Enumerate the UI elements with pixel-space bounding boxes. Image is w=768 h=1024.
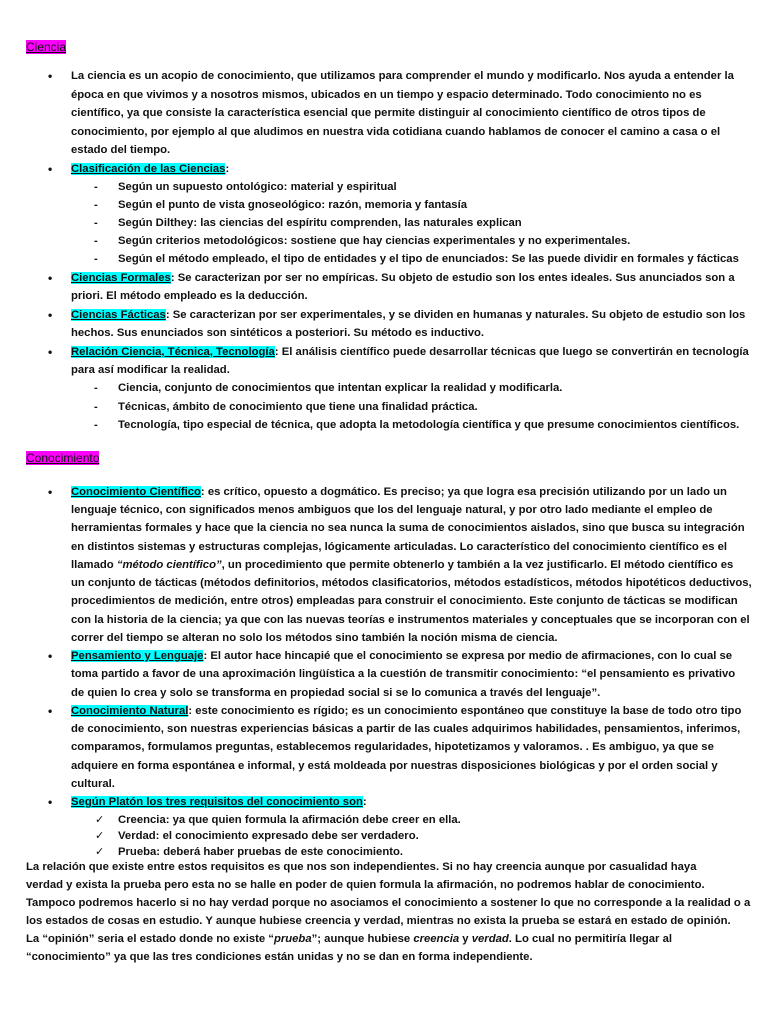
dash-item: Según Dilthey: las ciencias del espíritu comprenden, las naturales explican	[118, 217, 522, 229]
closing-line: los estados de cosas en estudio. Y aunque hubiese creencia y verdad, mientras no exista la prueba se estará en estado de opinión.	[26, 915, 731, 927]
check-item: Creencia: ya que quien formula la afirmación debe creer en ella.	[118, 814, 461, 826]
paragraph-line: correr del tiempo se alteran no solo los métodos sino también la noción misma de ciencia.	[71, 632, 558, 644]
paragraph-line: priori. El método empleado es la deducción.	[71, 290, 308, 302]
bullet-line-cientifico: Conocimiento Científico: es crítico, opuesto a dogmático. Es preciso; ya que logra esa precisión utilizando por un lado un	[71, 486, 727, 498]
paragraph-line: con la historia de la ciencia; ya que con las nuevas teorías e instrumentos materiales y conceptuales que se incorporan con el	[71, 614, 750, 626]
paragraph-line: llamado “método científico”, un procedimiento que permite obtenerlo y también a la vez justificarlo. El método científico es	[71, 559, 734, 571]
paragraph-line: estado del tiempo.	[71, 144, 171, 156]
paragraph-line: un conjunto de tácticas (métodos definitorios, métodos clasificatorios, métodos estadísticos, métodos hipotéticos deductivos,	[71, 577, 752, 589]
dash-icon: -	[94, 217, 98, 229]
closing-line: La relación que existe entre estos requisitos es que nos son independientes. Si no hay creencia aunque por casualidad haya	[26, 861, 697, 873]
paragraph-line: de quien lo crea y solo se transforma en propiedad social si se lo comunica a través del lenguaje”.	[71, 687, 601, 699]
paragraph-line: científico, ya que consiste la característica esencial que permite distinguir al conocimiento científico de otros tipos de	[71, 107, 706, 119]
dash-icon: -	[94, 253, 98, 265]
bullet-line-formales: Ciencias Formales: Se caracterizan por ser no empíricas. Su objeto de estudio son los entes ideales. Sus anunciados son a	[71, 272, 735, 284]
dash-icon: -	[94, 401, 98, 413]
bullet-icon: •	[48, 704, 53, 718]
closing-line: La “opinión” seria el estado donde no existe “prueba”; aunque hubiese creencia y verdad. Lo cual no permitiría llegar al	[26, 933, 673, 945]
dash-icon: -	[94, 419, 98, 431]
checkmark-icon: ✓	[95, 814, 105, 826]
bullet-line-facticas: Ciencias Fácticas: Se caracterizan por ser experimentales, y se dividen en humanas y naturales. Su objeto de estudio son los	[71, 309, 746, 321]
paragraph-line: en distintos sistemas y estructuras complejas, lógicamente articuladas. Lo característico del conocimiento científico es el	[71, 541, 728, 553]
paragraph-line: conocimiento, por ejemplo al que aludimos en nuestra vida cotidiana cuando hablamos de conocer el camino a casa o el	[71, 126, 721, 138]
paragraph-line: comparamos, formulamos preguntas, establecemos regularidades, hipotetizamos y valoramos. . Es ambiguo, ya que se	[71, 741, 714, 753]
bullet-icon: •	[48, 308, 53, 322]
closing-line: Tampoco podremos hacerlo si no hay verdad porque no asociamos el conocimiento a sostener lo que no corresponde a la realidad o a	[26, 897, 751, 909]
bullet-line-relacion: Relación Ciencia, Técnica, Tecnología: El análisis científico puede desarrollar técnicas que luego se convertirán en tecnología	[71, 346, 749, 358]
dash-item: Según criterios metodológicos: sostiene que hay ciencias experimentales y no experimentales.	[118, 235, 631, 247]
section-title-ciencia: Ciencia	[26, 40, 67, 54]
bullet-icon: •	[48, 271, 53, 285]
closing-line: verdad y exista la prueba pero esta no se halle en poder de quien formula la afirmación, no podremos hablar de conocimiento.	[26, 879, 705, 891]
bullet-line-pensamiento: Pensamiento y Lenguaje: El autor hace hincapié que el conocimiento se expresa por medio de afirmaciones, con lo cual se	[71, 650, 733, 662]
paragraph-line: toma partido a favor de una aproximación lingüística a la cuestión de transmitir conocimiento: “el pensamiento es privativo	[71, 668, 736, 680]
bullet-icon: •	[48, 795, 53, 809]
bullet-heading-platon: Según Platón los tres requisitos del conocimiento son:	[71, 796, 367, 808]
paragraph-line: procedimientos de medición, entre otros) empleadas para construir el conocimiento. Este conjunto de tácticas se modifican	[71, 595, 738, 607]
paragraph-line: lenguaje técnico, con significados menos ambiguos que los del lenguaje natural, y por otro lado mediante el empleo de	[71, 504, 713, 516]
checkmark-icon: ✓	[95, 830, 105, 842]
dash-icon: -	[94, 235, 98, 247]
paragraph-line: de conocimiento, son nuestras experiencias básicas a partir de las cuales adquirimos habilidades, pensamientos, inferimos,	[71, 723, 741, 735]
bullet-icon: •	[48, 69, 53, 83]
paragraph-line: cultural.	[71, 778, 115, 790]
bullet-heading-clasificacion: Clasificación de las Ciencias:	[71, 163, 230, 175]
section-title-conocimiento: Conocimiento	[26, 451, 100, 465]
bullet-icon: •	[48, 485, 53, 499]
paragraph-line: para así modificar la realidad.	[71, 364, 230, 376]
dash-item: Según el punto de vista gnoseológico: razón, memoria y fantasía	[118, 199, 468, 211]
closing-line: “conocimiento” ya que las tres condiciones están unidas y no se dan en forma independiente.	[26, 951, 533, 963]
dash-icon: -	[94, 181, 98, 193]
bullet-icon: •	[48, 162, 53, 176]
paragraph-line: hechos. Sus enunciados son sintéticos a posteriori. Su método es inductivo.	[71, 327, 485, 339]
bullet-line-natural: Conocimiento Natural: este conocimiento es rígido; es un conocimiento espontáneo que constituye la base de todo otro tipo	[71, 705, 742, 717]
dash-icon: -	[94, 199, 98, 211]
paragraph-line: La ciencia es un acopio de conocimiento, que utilizamos para comprender el mundo y modificarlo. Nos ayuda a entender la	[71, 70, 734, 82]
bullet-icon: •	[48, 649, 53, 663]
paragraph-line: herramientas formales y hace que la ciencia no sea nunca la suma de conocimientos aislados, sino que busca su integración	[71, 522, 745, 534]
dash-item: Según el método empleado, el tipo de entidades y el tipo de enunciados: Se las puede dividir en formales y fácticas	[118, 253, 739, 265]
dash-item: Tecnología, tipo especial de técnica, que adopta la metodología científica y que presume conocimientos científicos.	[118, 419, 740, 431]
dash-item: Técnicas, ámbito de conocimiento que tiene una finalidad práctica.	[118, 401, 478, 413]
checkmark-icon: ✓	[95, 846, 105, 858]
bullet-icon: •	[48, 345, 53, 359]
dash-icon: -	[94, 382, 98, 394]
paragraph-line: época en que vivimos y a nosotros mismos, ubicados en un tiempo y espacio determinado. Todo conocimiento no es	[71, 89, 702, 101]
dash-item: Según un supuesto ontológico: material y espiritual	[118, 181, 397, 193]
paragraph-line: adquiere en forma espontánea e informal, y está moldeada por nuestras disposiciones biológicas y por el orden social y	[71, 760, 718, 772]
dash-item: Ciencia, conjunto de conocimientos que intentan explicar la realidad y modificarla.	[118, 382, 563, 394]
check-item: Verdad: el conocimiento expresado debe ser verdadero.	[118, 830, 419, 842]
check-item: Prueba: deberá haber pruebas de este conocimiento.	[118, 846, 404, 858]
